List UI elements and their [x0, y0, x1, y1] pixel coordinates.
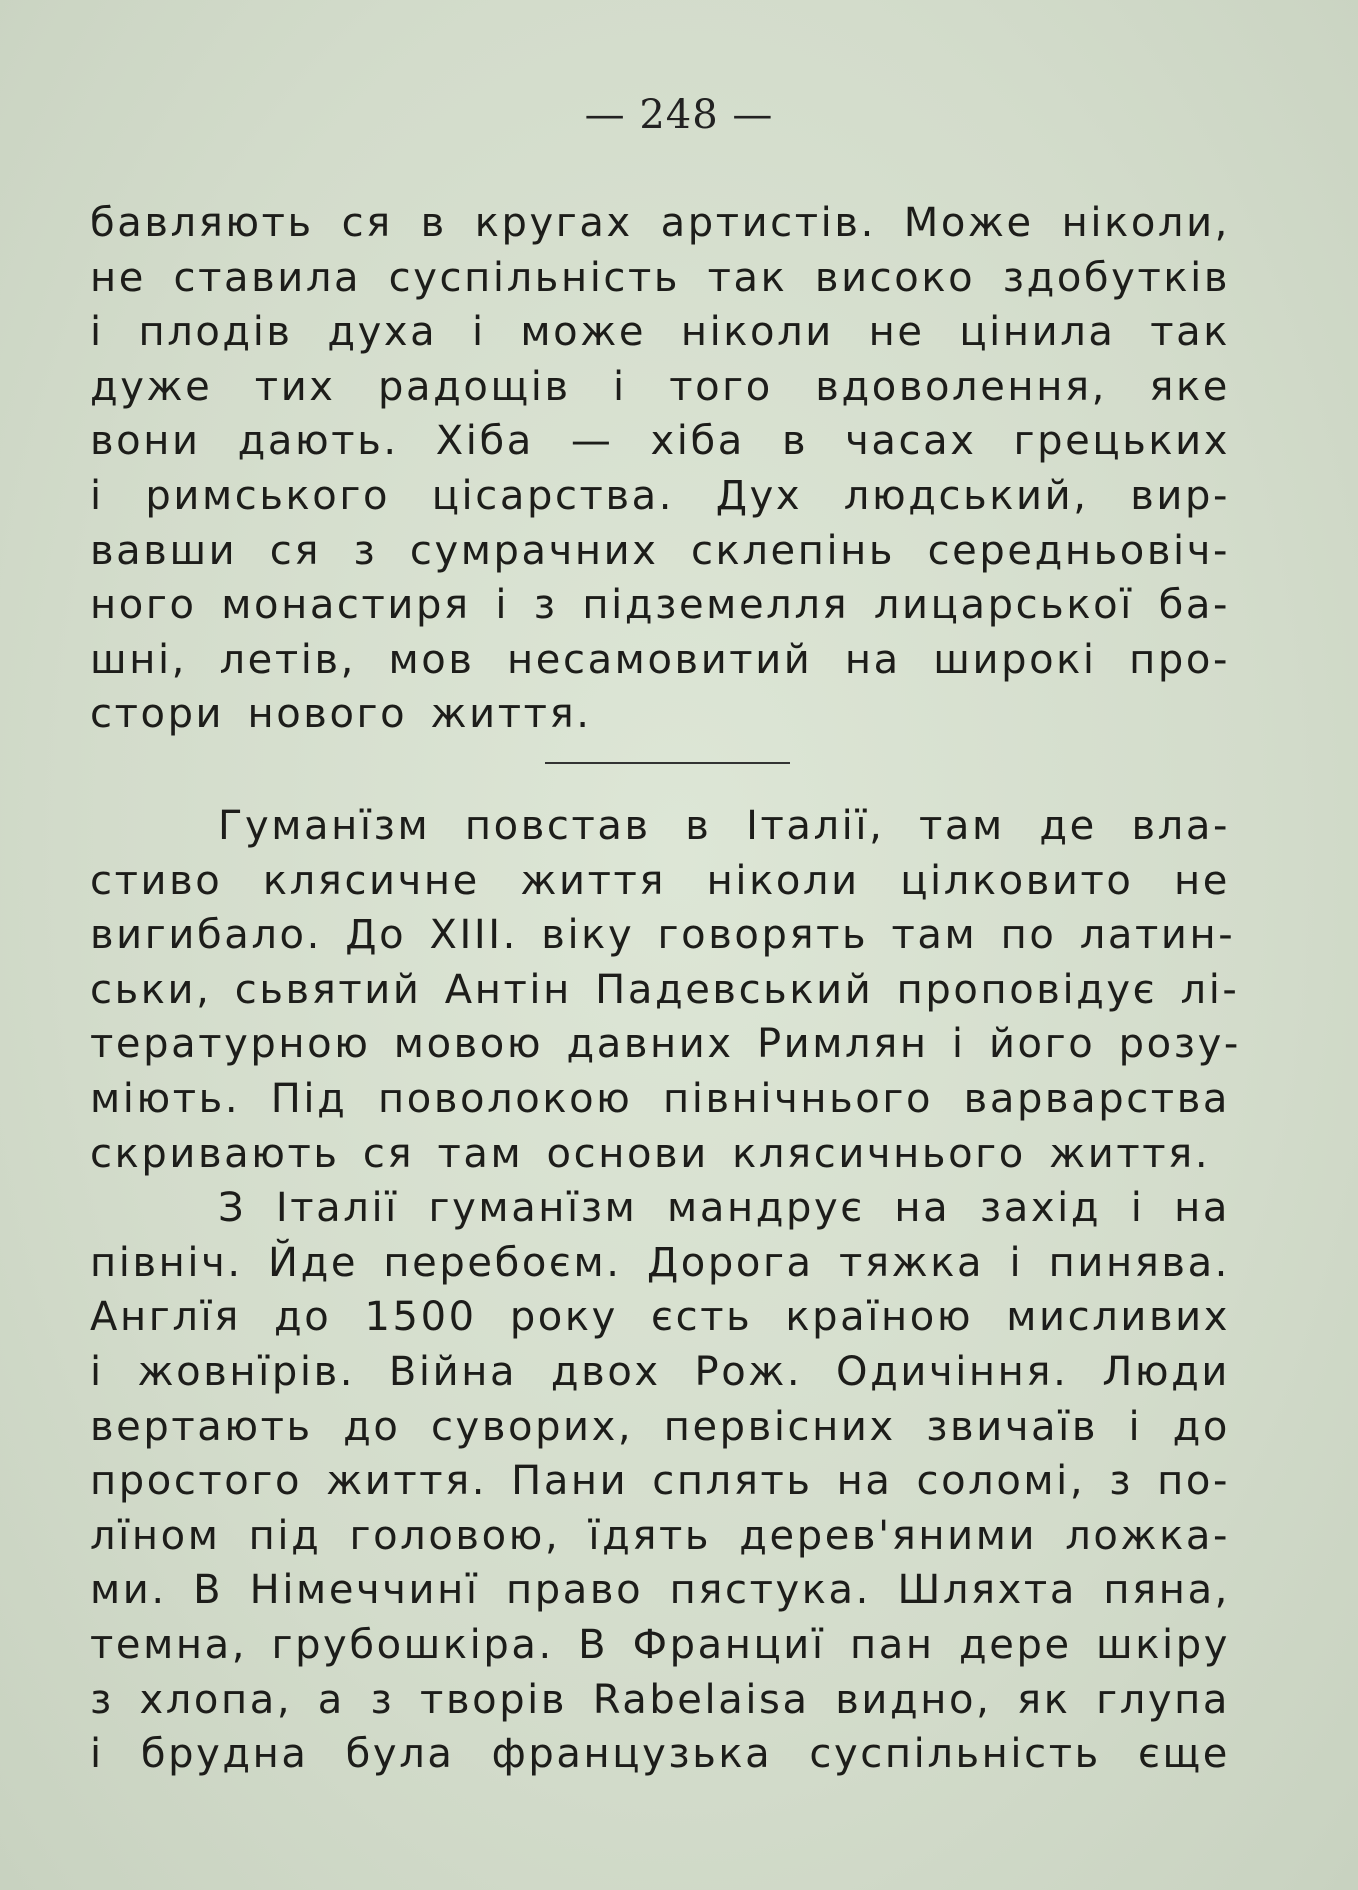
text-line: тературною мовою давних Римлян і його розу- [90, 1021, 1241, 1068]
text-line: і плодів духа і може ніколи не цінила так [90, 309, 1230, 356]
text-line: ськи, сьвятий Антін Падевський проповідує лі- [90, 966, 1240, 1013]
text-line: дуже тих радощів і того вдоволення, яке [90, 363, 1230, 410]
text-line: Гуманїзм повстав в Італії, там де вла- [218, 803, 1230, 849]
text-line: вони дають. Хіба — хіба в часах грецьких [90, 418, 1230, 465]
text-line: і римського цісарства. Дух людський, вир- [90, 472, 1230, 519]
text-line: не ставила суспільність так високо здобутків [90, 254, 1230, 301]
text-line: і жовнїрів. Війна двох Рож. Одичіння. Люди [90, 1348, 1230, 1395]
body-text [90, 799, 1241, 1782]
text-line: з хлопа, а з творів Rabelaisa видно, як глупа [90, 1676, 1230, 1723]
text-line: ного монастиря і з підземелля лицарської ба- [90, 582, 1230, 629]
text-line: З Італії гуманїзм мандрує на захід і на [218, 1185, 1230, 1232]
text-line: скривають ся там основи клясичнього життя. [90, 1130, 1211, 1177]
text-line: шні, летів, мов несамовитий на широкі про- [90, 636, 1230, 683]
text-line: бавляють ся в кругах артистів. Може ніколи, [90, 200, 1230, 246]
paragraph-continuation [90, 196, 1230, 742]
text-line: лїном під головою, їдять дерев'яними ложка- [90, 1512, 1230, 1559]
text-line: північ. Йде перебоєм. Дорога тяжка і пинява. [90, 1239, 1230, 1286]
text-line: темна, грубошкіра. В Франциї пан дере шкіру [90, 1621, 1230, 1668]
text-line: вигибало. До XIII. віку говорять там по латин- [90, 912, 1236, 959]
page-number: — 248 — [584, 92, 774, 138]
text-line: і брудна була французька суспільність єще [90, 1731, 1230, 1778]
text-line: вертають до суворих, первісних звичаїв і до [90, 1403, 1230, 1450]
text-line: міють. Під поволокою північнього варварства [90, 1075, 1230, 1122]
text-line: Англїя до 1500 року єсть країною мисливих [90, 1294, 1230, 1341]
text-line: простого життя. Пани сплять на соломі, з по- [90, 1458, 1230, 1505]
text-line: стиво клясичне життя ніколи цілковито не [90, 857, 1230, 904]
text-line: стори нового життя. [90, 691, 592, 738]
section-divider [545, 762, 790, 764]
text-line: ми. В Німеччинї право пястука. Шляхта пяна, [90, 1567, 1230, 1614]
text-line: вавши ся з сумрачних склепінь середньовіч- [90, 527, 1230, 574]
